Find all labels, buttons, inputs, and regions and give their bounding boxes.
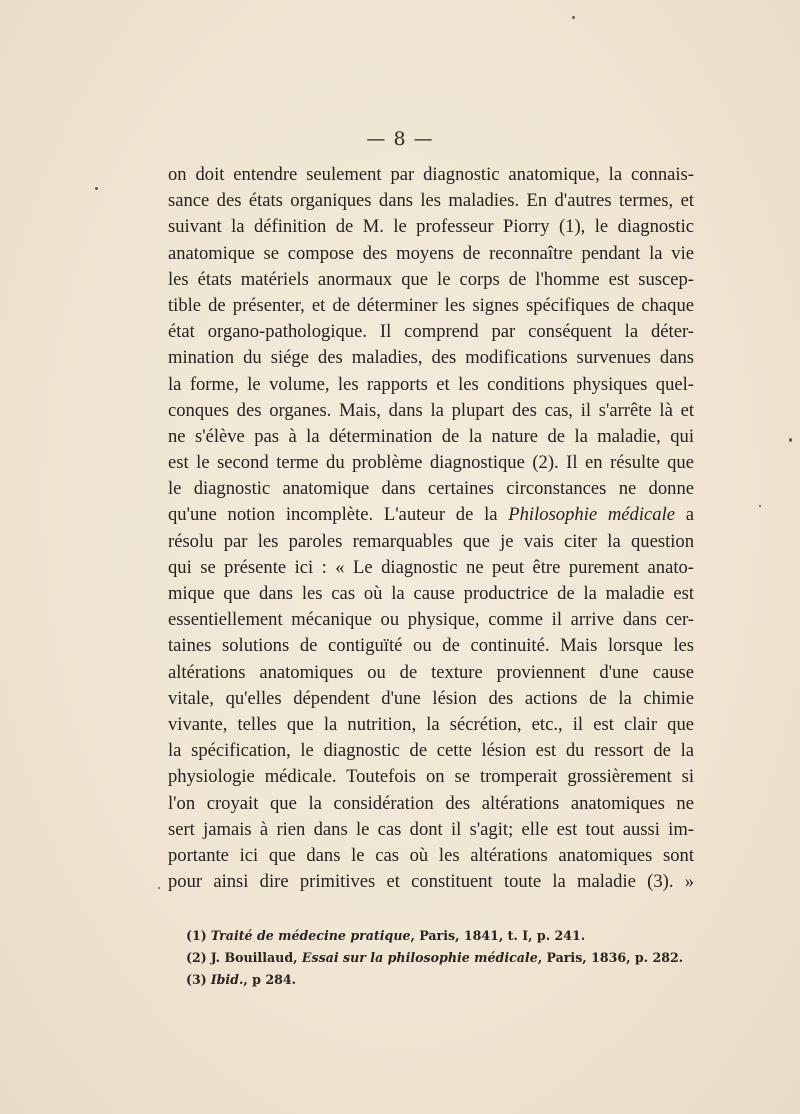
text-line: anatomique se compose des moyens de reconnaître pendant la vie (168, 242, 694, 264)
text-line: les états matériels anormaux que le corps de l'homme est suscep- (168, 268, 694, 290)
text-line: mique que dans les cas où la cause productrice de la maladie est (168, 583, 694, 604)
text-line: vitale, qu'elles dépendent d'une lésion des actions de la chimie (168, 687, 694, 709)
text-line: tible de présenter, et de déterminer les signes spécifiques de chaque (168, 294, 694, 316)
text-line: la spécification, le diagnostic de cette lésion est du ressort de la (168, 740, 694, 762)
footnote-number: (3) (186, 972, 207, 987)
text-line: le diagnostic anatomique dans certaines circonstances ne donne (168, 478, 694, 500)
text-line: résolu par les paroles remarquables que je vais citer la question (168, 530, 694, 552)
paper-speck (158, 887, 160, 889)
text-line: vivante, telles que la nutrition, la sécrétion, etc., il est clair que (168, 713, 694, 735)
footnote-reference: , Paris, 1836, p. 282. (537, 950, 684, 965)
paper-speck (572, 16, 575, 19)
text-line: physiologie médicale. Toutefois on se tromperait grossièrement si (168, 766, 694, 788)
text-line: l'on croyait que la considération des altérations anatomiques ne (168, 792, 694, 814)
book-title-philosophie-medicale: Philosophie médicale (508, 504, 675, 526)
text-line: ne s'élève pas à la détermination de la nature de la maladie, qui (168, 425, 694, 447)
paper-speck (759, 505, 761, 507)
text-line: qui se présente ici : « Le diagnostic ne peut être purement anato- (168, 556, 694, 578)
text-line: mination du siége des maladies, des modifications survenues dans (168, 347, 694, 369)
text-line: sert jamais à rien dans le cas dont il s'agit; elle est tout aussi im- (168, 818, 694, 840)
footnotes (186, 925, 686, 991)
footnote-3 (186, 969, 686, 991)
text-line: état organo-pathologique. Il comprend par conséquent la déter- (168, 321, 694, 343)
body-text (168, 162, 694, 895)
paper-speck (95, 187, 98, 190)
footnote-1 (186, 925, 686, 947)
text-line: pour ainsi dire primitives et constituent toute la maladie (3). » (168, 871, 694, 893)
text-line: la forme, le volume, les rapports et les conditions physiques quel- (168, 373, 694, 395)
text-line: sance des états organiques dans les maladies. En d'autres termes, et (168, 190, 694, 212)
text-line: on doit entendre seulement par diagnostic anatomique, la connais- (168, 164, 694, 185)
line-text-after-title: a (674, 504, 694, 526)
footnote-title: Essai sur la philosophie médicale (301, 950, 538, 965)
line-text-before-title: qu'une notion incomplète. L'auteur de la (168, 504, 509, 526)
text-line: taines solutions de contiguïté ou de continuité. Mais lorsque les (168, 635, 694, 657)
text-line-with-italic-title (168, 502, 694, 528)
paper-speck (789, 438, 792, 442)
footnote-reference: , p 284. (243, 972, 297, 987)
text-line: altérations anatomiques ou de texture proviennent d'une cause (168, 661, 694, 683)
footnote-number: (2) (186, 950, 207, 965)
footnote-reference: , Paris, 1841, t. I, p. 241. (410, 928, 586, 943)
footnote-title: Traité de médecine pratique (210, 928, 411, 943)
footnote-title: Ibid. (210, 972, 244, 987)
footnote-2 (186, 947, 686, 969)
footnote-number: (1) (186, 928, 207, 943)
text-line: suivant la définition de M. le professeur Piorry (1), le diagnostic (168, 216, 694, 238)
page-number: — 8 — (366, 128, 434, 150)
text-line: essentiellement mécanique ou physique, comme il arrive dans cer- (168, 609, 694, 631)
text-line: conques des organes. Mais, dans la plupart des cas, il s'arrête là et (168, 399, 694, 421)
text-line: portante ici que dans le cas où les altérations anatomiques sont (168, 844, 694, 866)
footnote-author: J. Bouillaud, (210, 950, 302, 965)
text-line: est le second terme du problème diagnostique (2). Il en résulte que (168, 452, 694, 474)
